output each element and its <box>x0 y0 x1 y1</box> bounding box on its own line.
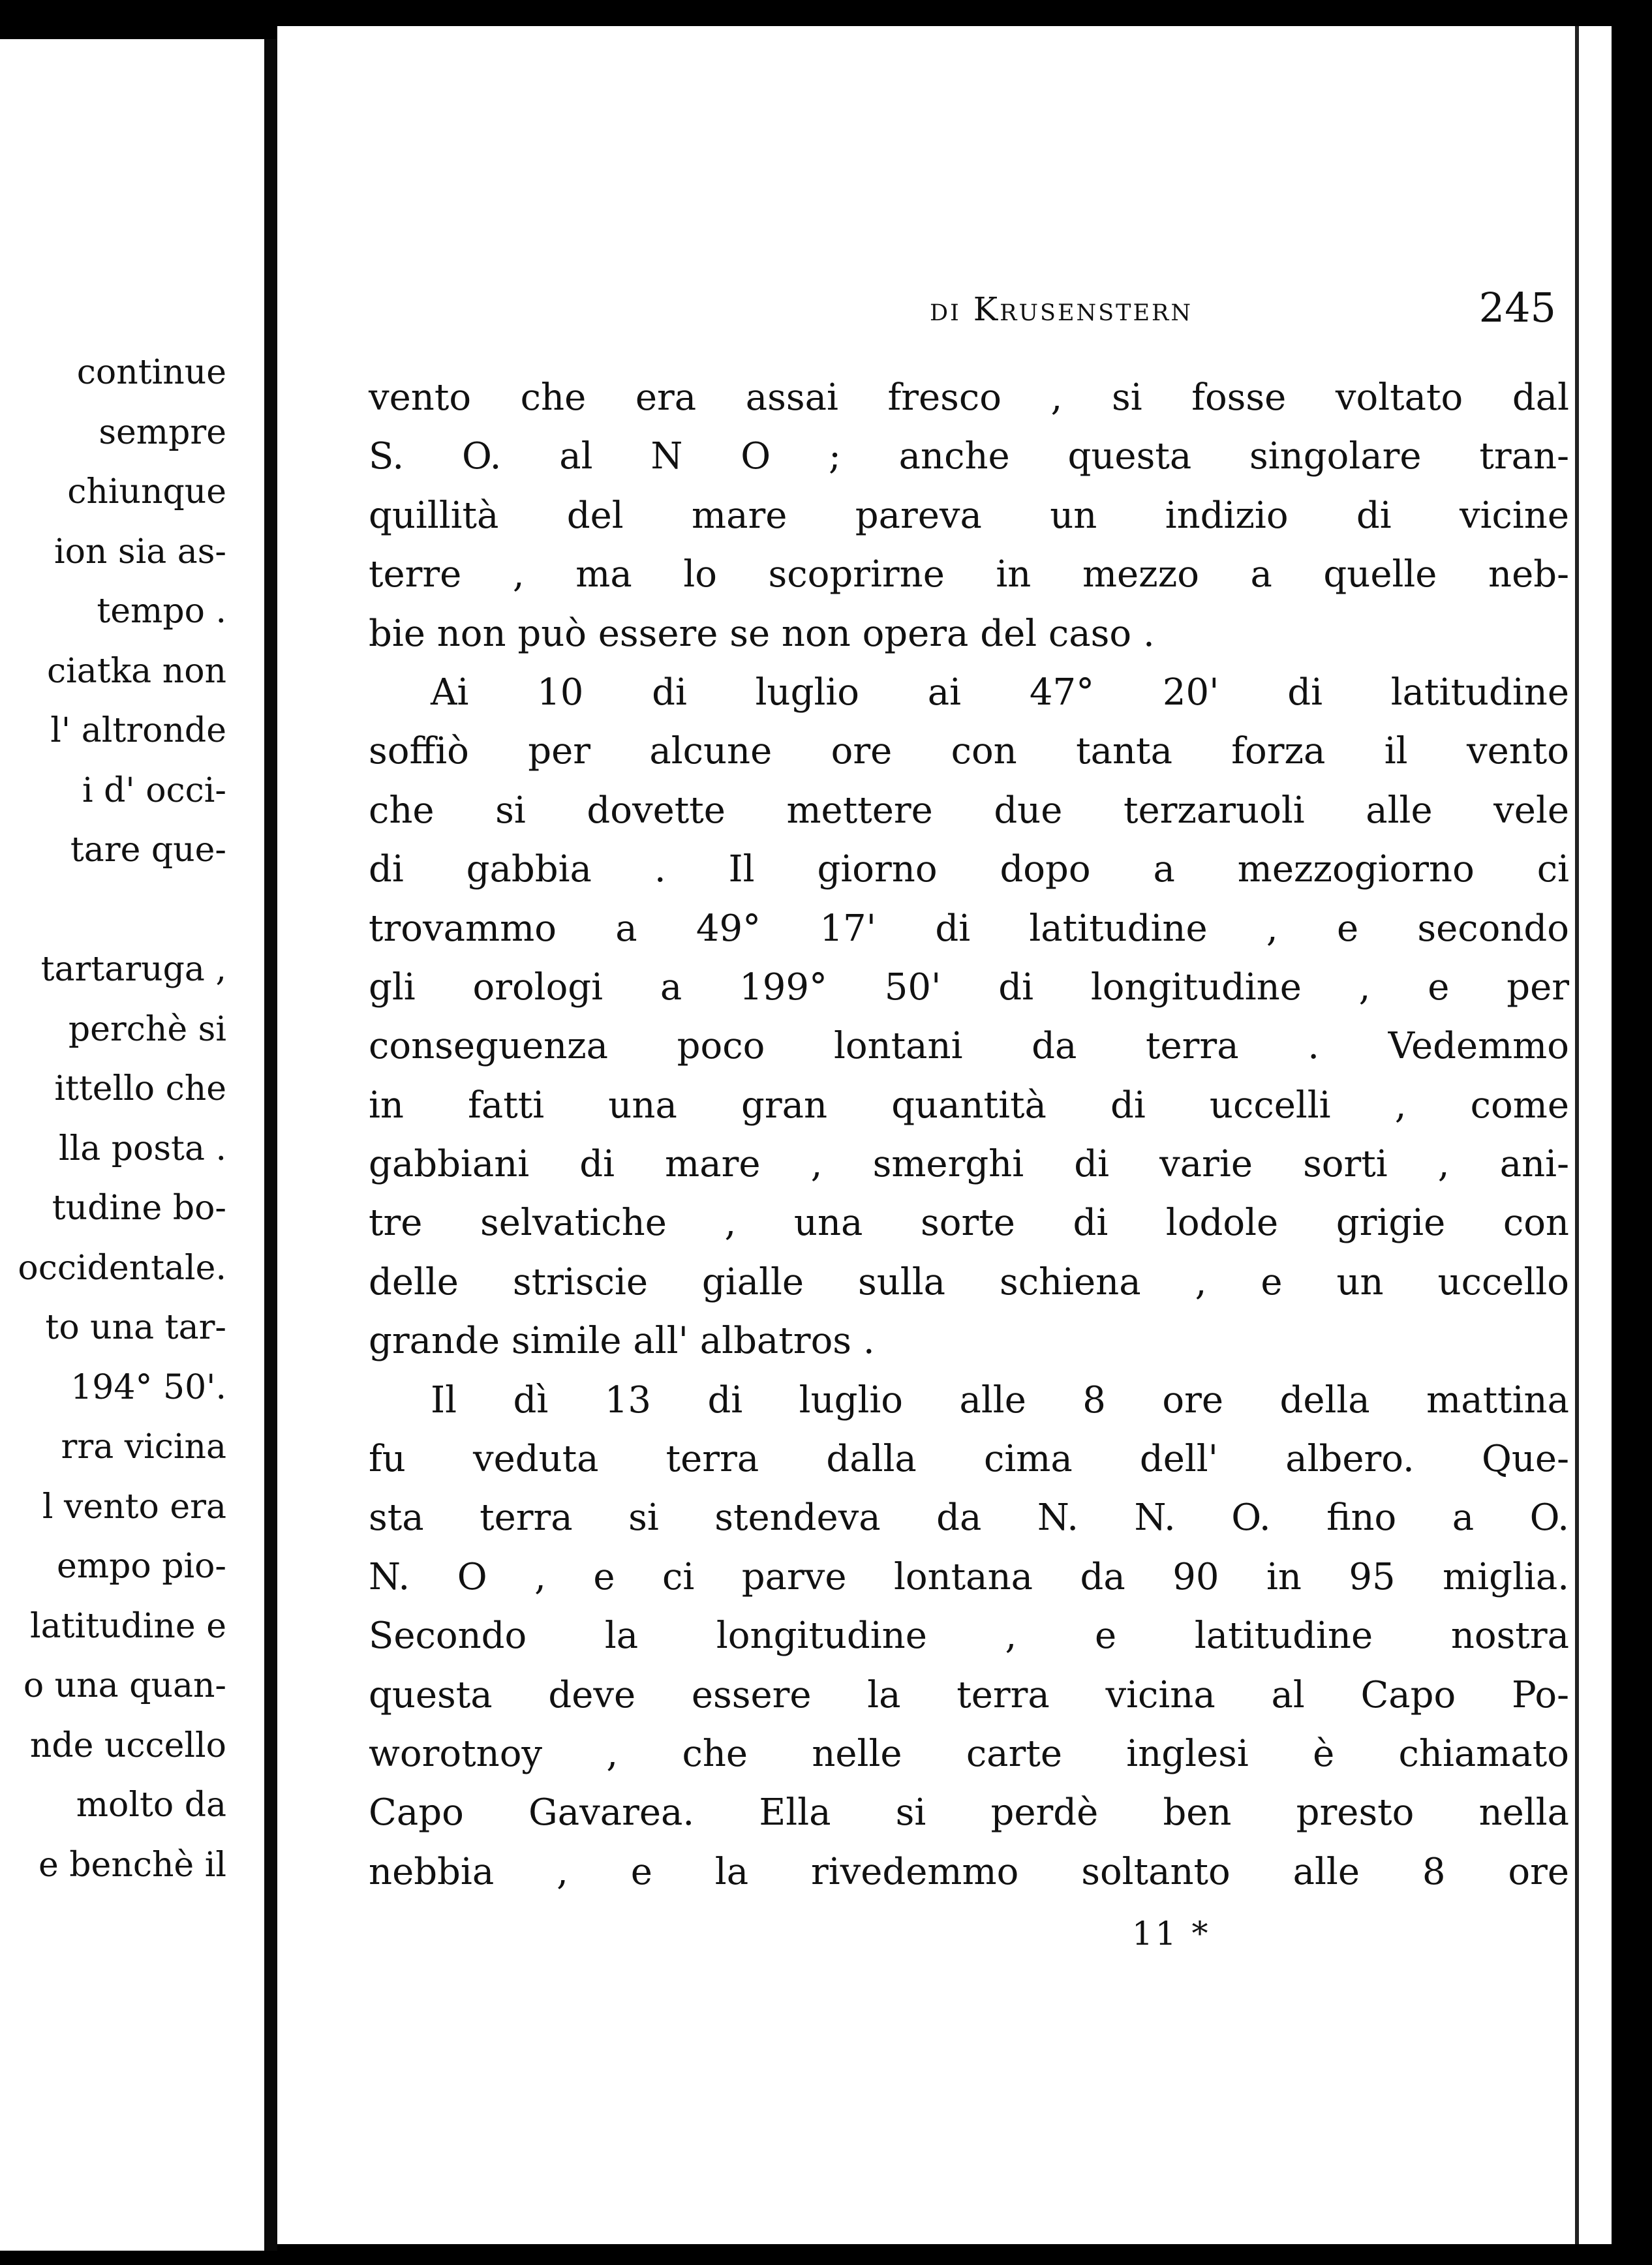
text-line: Capo Gavarea. Ella si perdè ben presto nella <box>369 1791 1569 1834</box>
left-page-line: tudine bo- <box>52 1189 226 1228</box>
text-line: che si dovette mettere due terzaruoli alle vele <box>369 789 1569 832</box>
text-line: grande simile all' albatros . <box>369 1320 875 1363</box>
signature-mark: 11 * <box>1132 1915 1211 1953</box>
left-page-line: lla posta . <box>58 1129 226 1168</box>
text-line: soffiò per alcune ore con tanta forza il vento <box>369 730 1569 773</box>
text-line: tre selvatiche , una sorte di lodole grigie con <box>369 1202 1569 1245</box>
text-line: Il dì 13 di luglio alle 8 ore della mattina <box>431 1378 1569 1421</box>
text-line: quillità del mare pareva un indizio di vicine <box>369 494 1569 537</box>
text-line: questa deve essere la terra vicina al Capo Po- <box>369 1673 1569 1716</box>
text-line: in fatti una gran quantità di uccelli , come <box>369 1084 1569 1127</box>
left-page-line: o una quan- <box>23 1666 226 1705</box>
left-page-line: ittello che <box>54 1069 226 1108</box>
page-number: 245 <box>1478 284 1556 331</box>
text-line: bie non può essere se non opera del caso . <box>369 612 1155 655</box>
left-page-line: l' altronde <box>50 711 226 750</box>
left-page-line: rra vicina <box>61 1427 226 1467</box>
left-page-line: to una tar- <box>45 1308 226 1347</box>
text-line: gli orologi a 199° 50' di longitudine , e per <box>369 965 1569 1009</box>
left-page <box>0 39 264 2251</box>
running-head: di Krusenstern <box>930 290 1193 328</box>
text-line: conseguenza poco lontani da terra . Vedemmo <box>369 1025 1569 1068</box>
left-page-line: chiunque <box>67 472 226 511</box>
left-page-line: tempo . <box>97 592 226 631</box>
left-page-line: tare que- <box>70 830 226 870</box>
text-line: worotnoy , che nelle carte inglesi è chiamato <box>369 1732 1569 1775</box>
text-line: S. O. al N O ; anche questa singolare tran- <box>369 435 1569 478</box>
left-page-line: molto da <box>76 1786 226 1825</box>
book-gutter <box>264 39 277 2251</box>
text-line: sta terra si stendeva da N. N. O. fino a O. <box>369 1497 1569 1540</box>
text-line: gabbiani di mare , smerghi di varie sorti , ani- <box>369 1143 1569 1186</box>
left-page-line: empo pio- <box>57 1547 226 1586</box>
text-line: nebbia , e la rivedemmo soltanto alle 8 ore <box>369 1850 1569 1893</box>
text-line: N. O , e ci parve lontana da 90 in 95 miglia. <box>369 1555 1569 1598</box>
text-line: Ai 10 di luglio ai 47° 20' di latitudine <box>431 671 1569 714</box>
left-page-line: l vento era <box>42 1487 226 1527</box>
left-page-line: continue <box>76 353 226 392</box>
left-page-line: e benchè il <box>38 1845 226 1885</box>
left-page-line: sempre <box>99 412 226 452</box>
text-line: Secondo la longitudine , e latitudine nostra <box>369 1615 1569 1658</box>
left-page-line: nde uccello <box>29 1725 226 1765</box>
text-line: vento che era assai fresco , si fosse voltato dal <box>369 376 1569 419</box>
left-page-line: 194° 50'. <box>70 1367 226 1407</box>
left-page-line: latitudine e <box>29 1606 226 1646</box>
left-page-line: ion sia as- <box>54 532 226 571</box>
left-page-line: occidentale. <box>18 1248 226 1288</box>
body-text <box>369 369 1569 1902</box>
text-line: delle striscie gialle sulla schiena , e un uccello <box>369 1260 1569 1303</box>
text-line: trovammo a 49° 17' di latitudine , e secondo <box>369 907 1569 950</box>
text-line: fu veduta terra dalla cima dell' albero. Que- <box>369 1438 1569 1481</box>
text-line: terre , ma lo scoprirne in mezzo a quelle neb- <box>369 553 1569 596</box>
text-line: di gabbia . Il giorno dopo a mezzogiorno ci <box>369 848 1569 891</box>
page-header <box>395 284 1556 336</box>
left-page-line: perchè si <box>68 1009 226 1049</box>
page-edge <box>1575 26 1612 2244</box>
left-page-line: ciatka non <box>47 651 226 691</box>
right-page <box>277 26 1612 2244</box>
left-page-line: tartaruga , <box>40 950 226 989</box>
left-page-line: i d' occi- <box>82 770 226 810</box>
